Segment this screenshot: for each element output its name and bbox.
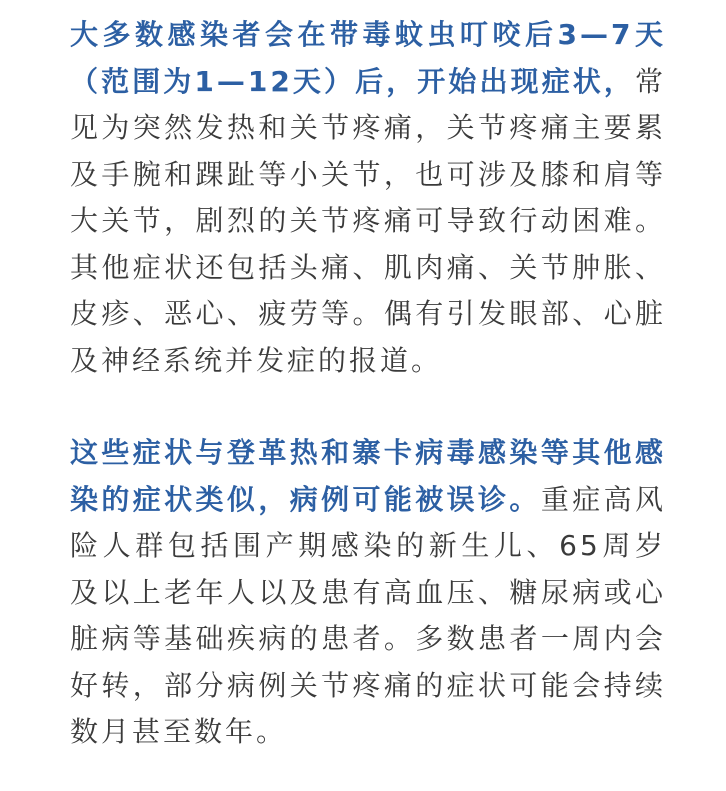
paragraph-symptoms	[70, 12, 666, 384]
paragraph-misdiagnosis-highlight: 这些症状与登革热和寨卡病毒感染等其他感染的症状类似，病例可能被误诊。	[70, 436, 666, 516]
paragraph-symptoms-highlight: 大多数感染者会在带毒蚊虫叮咬后3—7天（范围为1—12天）后，开始出现症状，	[70, 18, 666, 98]
paragraph-misdiagnosis-text: 重症高风险人群包括围产期感染的新生儿、65周岁及以上老年人以及患有高血压、糖尿病或心脏病等基础疾病的患者。多数患者一周内会好转，部分病例关节疼痛的症状可能会持续数月甚至数年。	[70, 482, 666, 748]
paragraph-symptoms-text: 常见为突然发热和关节疼痛，关节疼痛主要累及手腕和踝趾等小关节，也可涉及膝和肩等大关节，剧烈的关节疼痛可导致行动困难。其他症状还包括头痛、肌肉痛、关节肿胀、皮疹、恶心、疲劳等。偶有引发眼部、心脏及神经系统并发症的报道。	[70, 64, 666, 377]
paragraph-misdiagnosis	[70, 430, 666, 756]
